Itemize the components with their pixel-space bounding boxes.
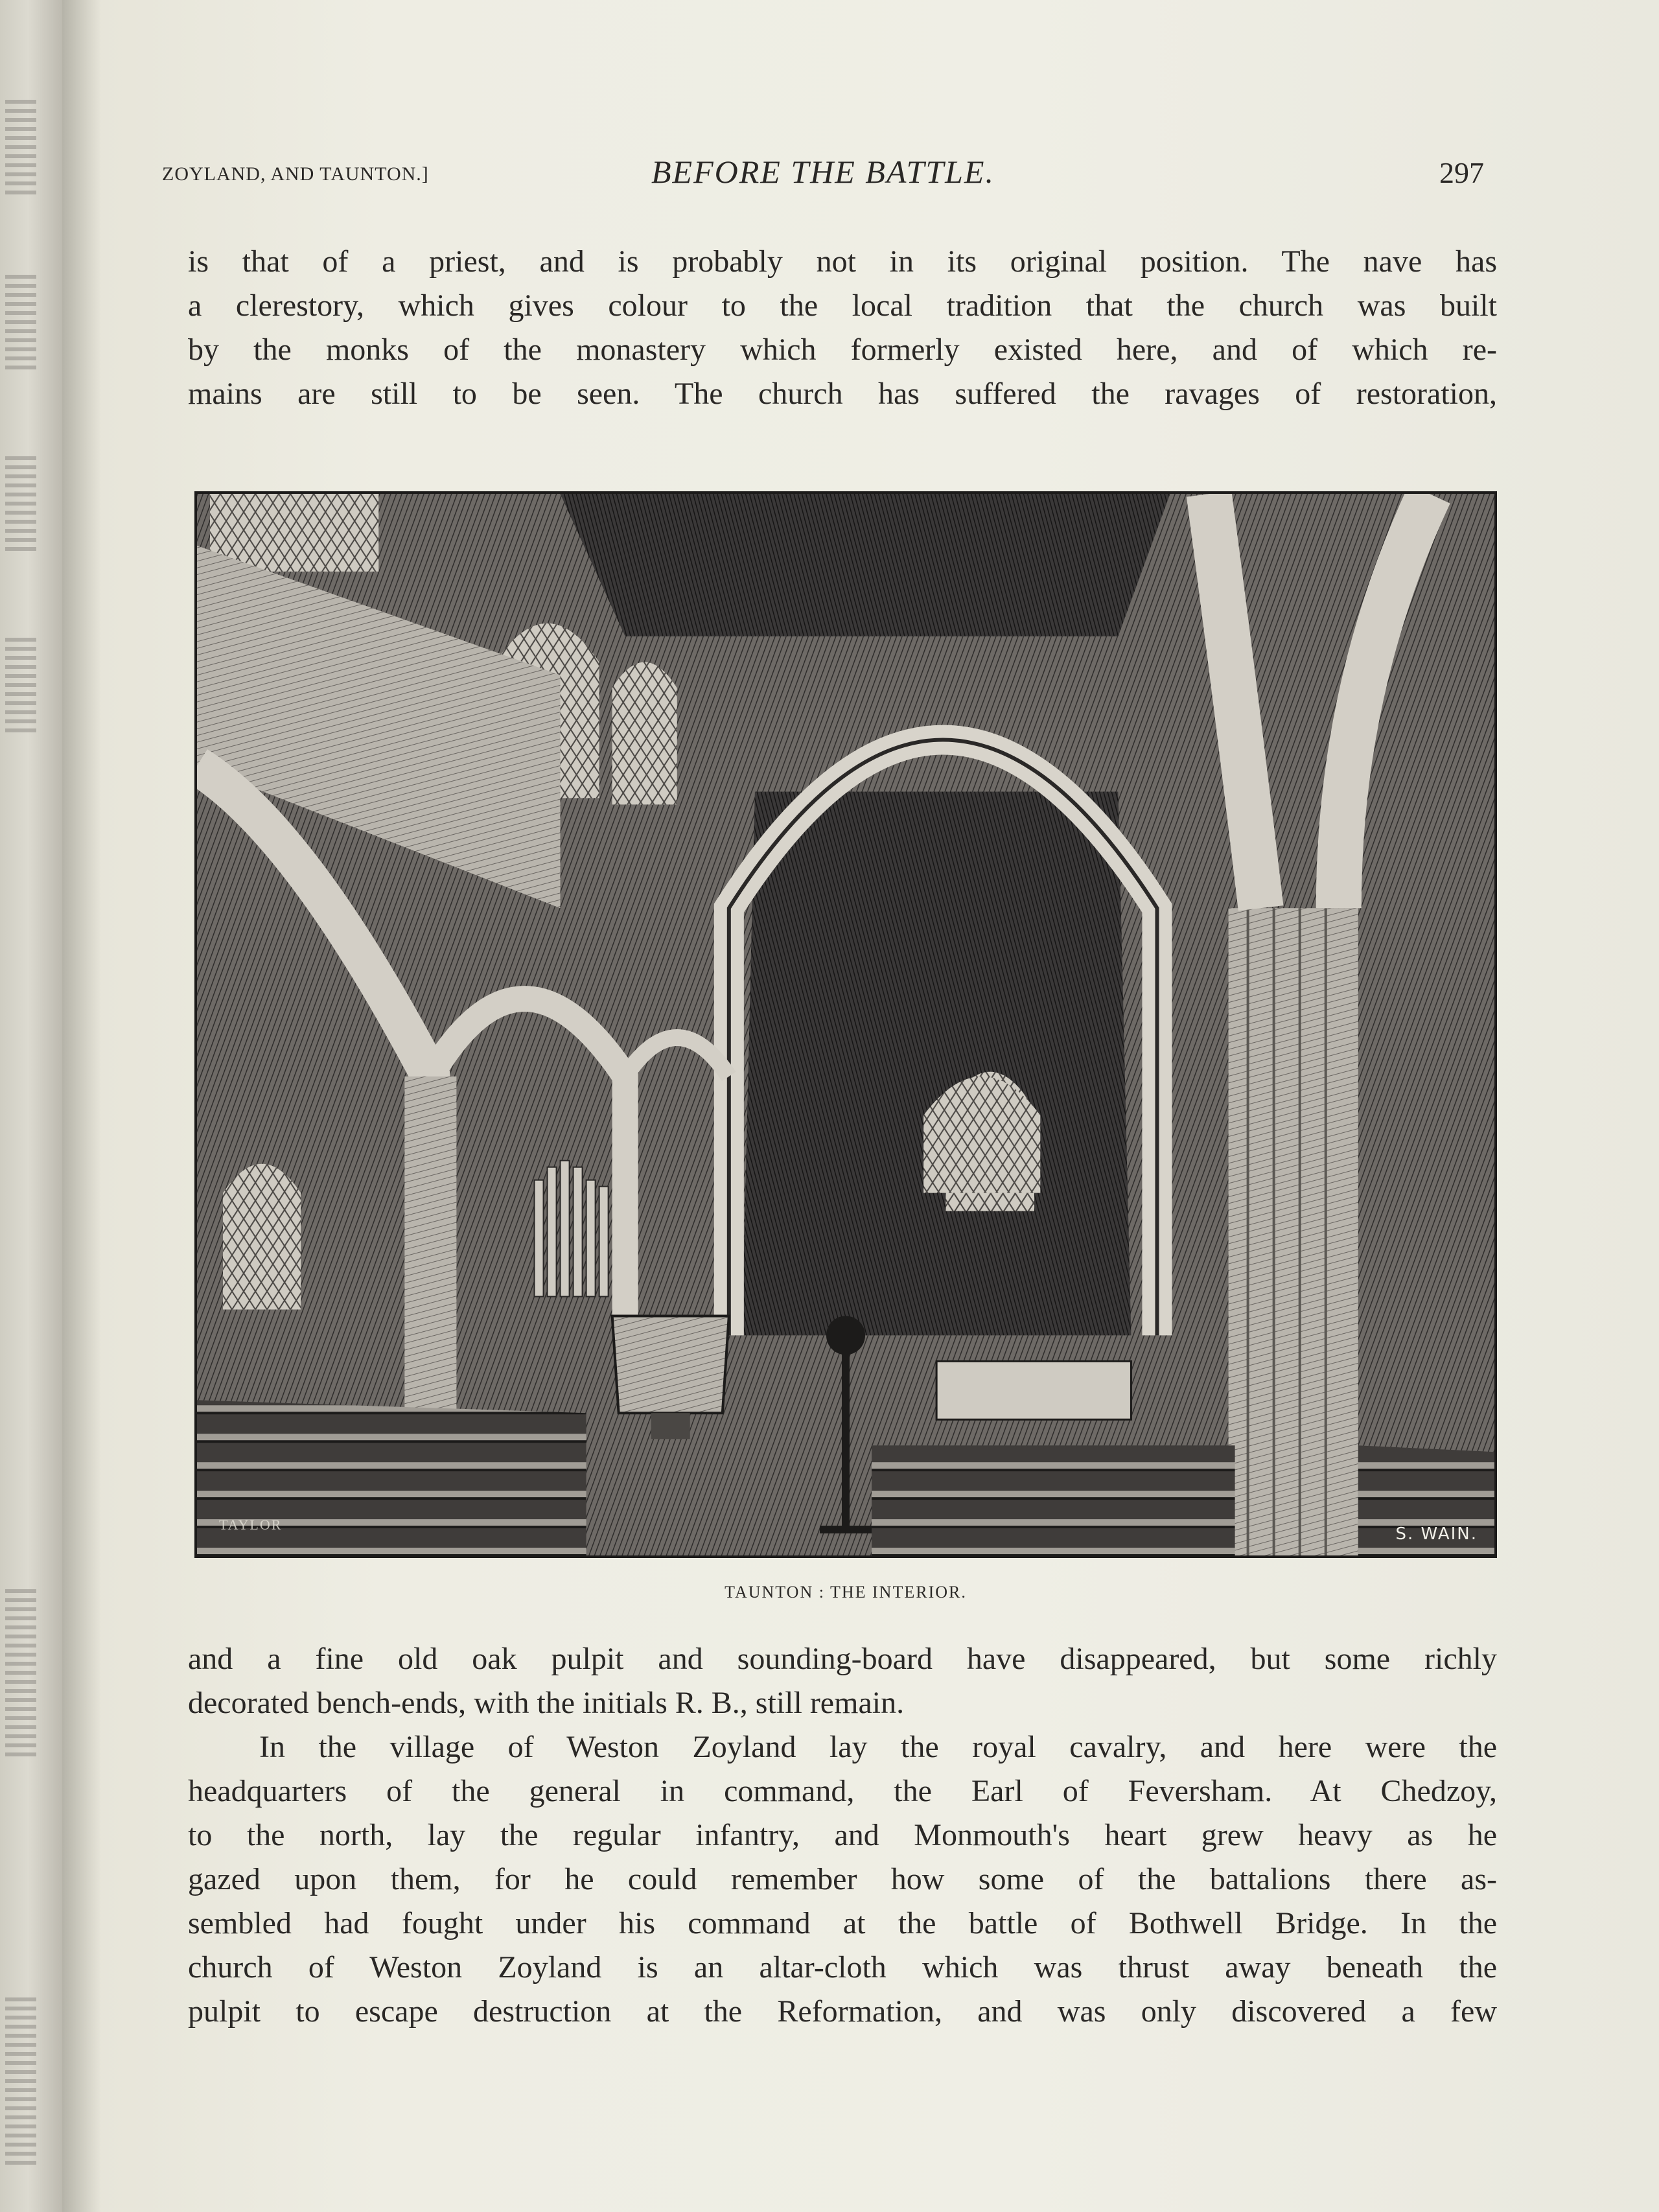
text-line: decorated bench-ends, with the initials R. B., still remain. bbox=[188, 1686, 905, 1720]
text-line: by the monks of the monastery which formerly existed here, and of which re- bbox=[188, 332, 1497, 367]
church-interior-engraving bbox=[194, 491, 1497, 1558]
gutter-shadow bbox=[62, 0, 101, 2212]
engraver-signature: S. WAIN. bbox=[1395, 1524, 1478, 1544]
paragraph-continued bbox=[188, 1637, 1497, 1725]
paragraph-next bbox=[188, 1725, 1497, 2034]
text-line: headquarters of the general in command, the Earl of Feversham. At Chedzoy, bbox=[188, 1774, 1497, 1808]
figure-caption: TAUNTON : THE INTERIOR. bbox=[725, 1583, 967, 1601]
text-line: gazed upon them, for he could remember how some of the battalions there as- bbox=[188, 1862, 1497, 1896]
text-line: In the village of Weston Zoyland lay the royal cavalry, and here were the bbox=[259, 1730, 1497, 1764]
text-line: to the north, lay the regular infantry, and Monmouth's heart grew heavy as he bbox=[188, 1818, 1497, 1852]
header-title: BEFORE THE BATTLE. bbox=[651, 154, 995, 190]
facing-page-edge bbox=[0, 0, 62, 2212]
text-line: mains are still to be seen. The church has suffered the ravages of restoration, bbox=[188, 377, 1497, 411]
text-line: a clerestory, which gives colour to the local tradition that the church was built bbox=[188, 288, 1497, 323]
running-header bbox=[162, 153, 1484, 198]
page-number: 297 bbox=[1439, 156, 1484, 189]
text-line: is that of a priest, and is probably not in its original position. The nave has bbox=[188, 244, 1497, 279]
engraving-drawing bbox=[197, 494, 1494, 1555]
text-line: pulpit to escape destruction at the Reformation, and was only discovered a few bbox=[188, 1994, 1497, 2029]
header-section: ZOYLAND, AND TAUNTON.] bbox=[162, 163, 429, 185]
text-line: sembled had fought under his command at the battle of Bothwell Bridge. In the bbox=[188, 1906, 1497, 1940]
artist-signature: TAYLOR bbox=[219, 1517, 283, 1533]
paragraph-top bbox=[188, 240, 1497, 416]
text-line: and a fine old oak pulpit and sounding-board have disappeared, but some richly bbox=[188, 1642, 1497, 1676]
text-line: church of Weston Zoyland is an altar-cloth which was thrust away beneath the bbox=[188, 1950, 1497, 1985]
